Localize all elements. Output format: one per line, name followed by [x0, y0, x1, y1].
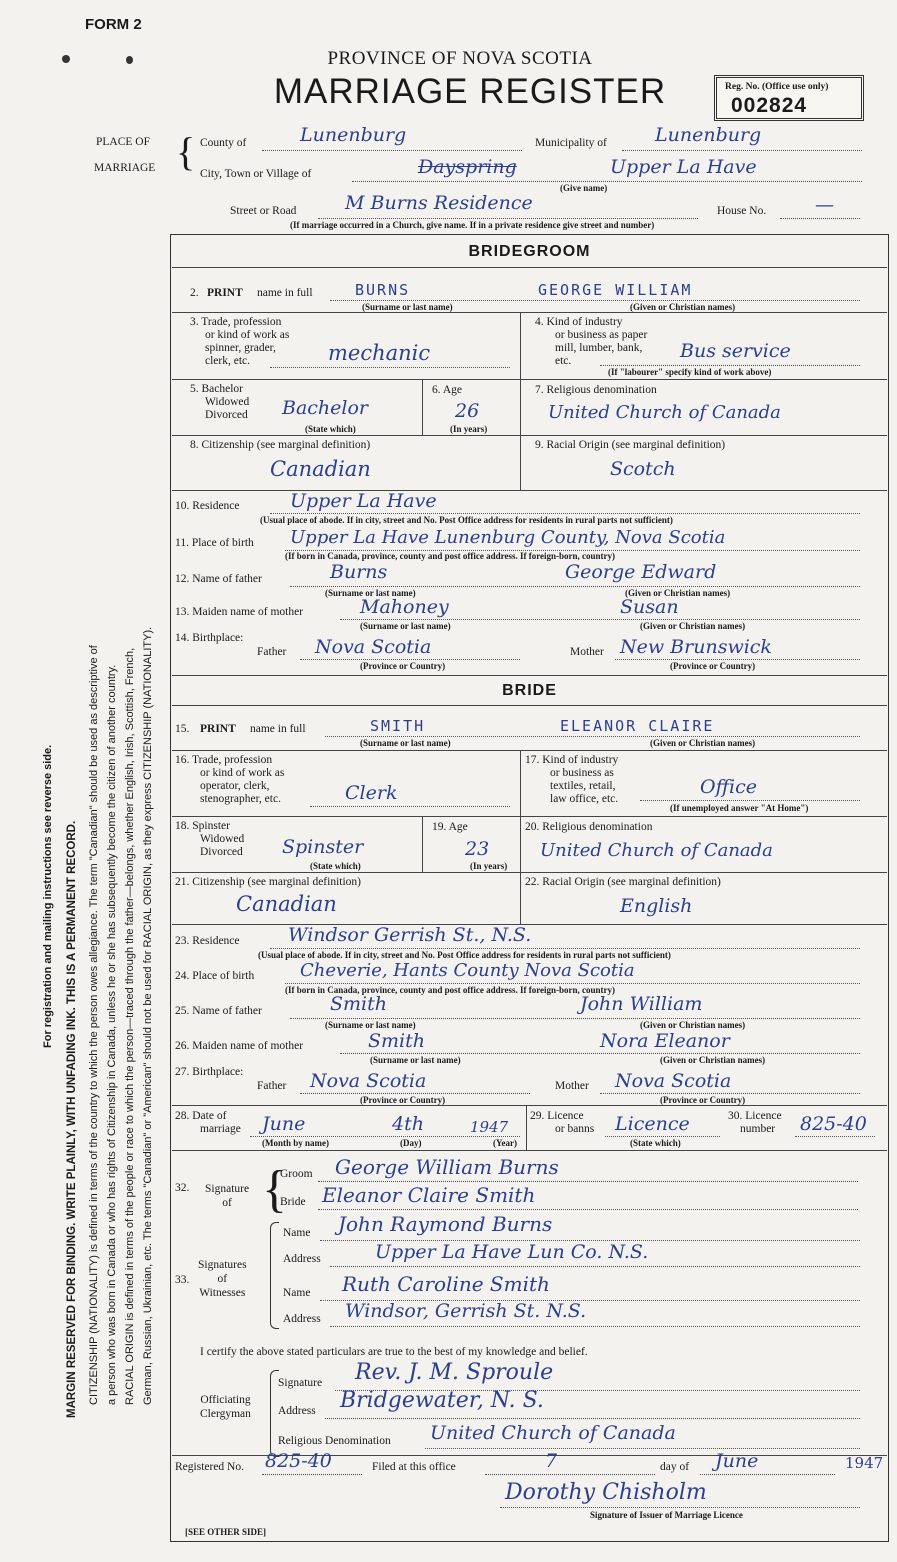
bride-industry-note: (If unemployed answer "At Home") [670, 803, 809, 813]
bride-racial-label: 22. Racial Origin (see marginal definition) [525, 876, 721, 888]
sig-label [205, 1182, 249, 1210]
label-line: 30. Licence [728, 1110, 782, 1122]
w2-name: Ruth Caroline Smith [342, 1272, 550, 1296]
groom-industry-note: (If "labourer" specify kind of work above) [608, 367, 772, 377]
state-note: (State which) [630, 1138, 681, 1148]
label-line: spinner, grader, [205, 342, 276, 354]
label-line: or business as [550, 767, 614, 779]
w1-name: John Raymond Burns [338, 1212, 553, 1236]
label-line: Signatures [198, 1259, 247, 1271]
give-name-note: (Give name) [560, 183, 608, 193]
label-line: textiles, retail, [550, 780, 616, 792]
label-line: Clergyman [200, 1408, 251, 1420]
bride-father-surname: Smith [330, 993, 387, 1015]
w2-name-label: Name [283, 1287, 311, 1299]
groom-signature: George William Burns [335, 1155, 559, 1179]
surname-note: (Surname or last name) [360, 621, 451, 631]
reg-no-box [714, 75, 864, 121]
house-value: — [815, 194, 834, 216]
groom-age-label: 6. Age [432, 384, 463, 396]
surname-note: (Surname or last name) [325, 588, 416, 598]
issuer-label: Signature of Issuer of Marriage Licence [590, 1510, 743, 1520]
bride-age-label: 19. Age [432, 821, 468, 833]
bride-sig-label: Bride [280, 1196, 306, 1208]
label-line: Widowed [200, 833, 245, 845]
groom-mother-surname: Mahoney [360, 596, 449, 618]
groom-mother-bp-value: New Brunswick [620, 636, 772, 658]
groom-name-num: 2. [190, 287, 199, 299]
given-note: (Given or Christian names) [625, 588, 731, 598]
marriage-year: 1947 [470, 1118, 509, 1136]
groom-status-label [190, 383, 249, 422]
groom-father-label: 12. Name of father [175, 573, 262, 585]
groom-name-print: PRINT [207, 287, 243, 299]
label-line: Officiating [200, 1394, 251, 1406]
label-line: or business as paper [555, 329, 648, 341]
date-label [175, 1110, 241, 1136]
bride-citizenship-value: Canadian [236, 892, 337, 916]
witness-brace [270, 1222, 279, 1329]
label-line: of [217, 1273, 228, 1285]
filed-month: June [715, 1450, 759, 1472]
clergy-address-label: Address [278, 1405, 316, 1417]
state-note: (State which) [310, 861, 361, 871]
province-note: (Province or Country) [360, 661, 446, 671]
document-title: MARRIAGE REGISTER [273, 72, 667, 111]
bride-father-given: John William [580, 993, 703, 1015]
margin-line-2: MARGIN RESERVED FOR BINDING. WRITE PLAINLY, WITH UNFADING INK. THIS IS A PERMANENT RECORD. [66, 820, 78, 1418]
margin-line-3: CITIZENSHIP (NATIONALITY) is defined in terms of the country to which the person owes allegiance. The term "Canadian" should be used as descriptive of [88, 645, 100, 1405]
bride-father-label: 25. Name of father [175, 1005, 262, 1017]
groom-religion-value: United Church of Canada [548, 402, 781, 423]
groom-given: GEORGE WILLIAM [538, 281, 693, 299]
given-note: (Given or Christian names) [660, 1055, 766, 1065]
w1-address-label: Address [283, 1253, 321, 1265]
groom-age-value: 26 [455, 400, 480, 422]
bride-mother-bp-value: Nova Scotia [615, 1070, 732, 1092]
bride-birthplace-label: 24. Place of birth [175, 970, 255, 982]
label-line: mill, lumber, bank, [555, 342, 643, 354]
bride-industry-value: Office [700, 776, 757, 798]
bride-birthplace-parents-label: 27. Birthplace: [175, 1066, 244, 1078]
year-note: (Year) [493, 1138, 517, 1148]
bride-given: ELEANOR CLAIRE [560, 717, 715, 735]
licence-no-value: 825-40 [800, 1113, 867, 1135]
groom-industry-label [535, 316, 647, 368]
groom-religion-label: 7. Religious denomination [535, 384, 657, 396]
groom-age-note: (In years) [450, 424, 488, 434]
bride-signature: Eleanor Claire Smith [322, 1183, 536, 1207]
groom-surname: BURNS [355, 281, 411, 299]
label-line: Divorced [205, 409, 248, 421]
label-line: or kind of work as [200, 767, 285, 779]
witness-num: 33. [175, 1274, 190, 1286]
label-line: Widowed [205, 396, 250, 408]
bride-name-num: 15. [175, 723, 190, 735]
county-label: County of [200, 137, 247, 149]
month-note: (Month by name) [262, 1138, 329, 1148]
clergy-label [200, 1393, 251, 1421]
groom-citizenship-value: Canadian [270, 457, 371, 481]
witness-label [198, 1258, 247, 1300]
licence-value: Licence [615, 1113, 690, 1135]
label-line: or kind of work as [205, 329, 290, 341]
label-line: clerk, etc. [205, 355, 251, 367]
bride-mother-label: 26. Maiden name of mother [175, 1040, 304, 1052]
city-value: Upper La Have [610, 156, 757, 178]
groom-surname-note: (Surname or last name) [362, 302, 453, 312]
bride-name-label: name in full [250, 723, 306, 735]
place-label-1: PLACE OF [96, 136, 150, 148]
licence-label [530, 1110, 594, 1136]
bride-mother-given: Nora Eleanor [600, 1030, 730, 1052]
clergy-signature: Rev. J. M. Sproule [355, 1360, 554, 1385]
groom-mother-label: 13. Maiden name of mother [175, 606, 304, 618]
residence-note: (Usual place of abode. If in city, street and No. Post Office address for residents in rural parts not sufficient) [258, 950, 671, 960]
groom-residence-note: (Usual place of abode. If in city, street and No. Post Office address for residents in rural parts not sufficient) [260, 515, 673, 525]
given-note: (Given or Christian names) [640, 1020, 746, 1030]
groom-industry-value: Bus service [680, 340, 791, 362]
street-note: (If marriage occurred in a Church, give name. If in a private residence give street and number) [290, 220, 655, 230]
groom-birthplace-label: 11. Place of birth [175, 537, 254, 549]
label-line: 29. Licence [530, 1110, 584, 1122]
age-note: (In years) [470, 861, 508, 871]
clergy-sig-label: Signature [278, 1377, 323, 1389]
reg-no-value: 002824 [731, 94, 808, 117]
issuer-signature: Dorothy Chisholm [505, 1480, 707, 1505]
margin-line-5: RACIAL ORIGIN is defined in terms of the people or race to which the person—traced through the father—belongs, whether English, Irish, Scottish, French, [124, 647, 136, 1405]
w2-address: Windsor, Gerrish St. N.S. [345, 1300, 587, 1322]
label-line: number [740, 1123, 776, 1135]
province-note: (Province or Country) [670, 661, 756, 671]
groom-residence-value: Upper La Have [290, 490, 437, 512]
bride-residence-value: Windsor Gerrish St., N.S. [288, 924, 532, 946]
margin-line-4: a person who was born in Canada or who has rights of Citizenship in Canada, unless he or she has subsequently become the citizen of another country. [106, 664, 118, 1405]
registered-label: Registered No. [175, 1461, 244, 1473]
ink-smudge [62, 55, 70, 63]
label-line: 5. Bachelor [190, 383, 244, 395]
bride-surname: SMITH [370, 717, 426, 735]
groom-father-bp-value: Nova Scotia [315, 636, 432, 658]
marriage-day: 4th [392, 1113, 424, 1135]
groom-name-label: name in full [257, 287, 313, 299]
see-other-side: [SEE OTHER SIDE] [185, 1527, 267, 1537]
marriage-month: June [262, 1113, 306, 1135]
bride-religion-value: United Church of Canada [540, 840, 773, 861]
bride-racial-value: English [620, 895, 693, 917]
label-line: etc. [555, 355, 572, 367]
bridegroom-heading: BRIDEGROOM [468, 243, 591, 260]
margin-line-6: German, Russian, Ukrainian, etc. The terms "Canadian" or "American" should not be used for RACIAL ORIGIN, as they express CITIZENSHIP (NATIONALITY). [142, 626, 154, 1405]
bride-birthplace-value: Cheverie, Hants County Nova Scotia [300, 960, 635, 981]
w1-name-label: Name [283, 1227, 311, 1239]
groom-given-note: (Given or Christian names) [630, 302, 736, 312]
bride-trade-value: Clerk [345, 782, 398, 804]
groom-status-value: Bachelor [282, 397, 369, 419]
registered-number: 825-40 [265, 1450, 332, 1472]
place-label-2: MARRIAGE [94, 162, 156, 174]
margin-line-1: For registration and mailing instructions see reverse side. [42, 744, 54, 1048]
given-note: (Given or Christian names) [640, 621, 746, 631]
form-number: FORM 2 [85, 16, 142, 33]
groom-citizenship-label: 8. Citizenship (see marginal definition) [190, 439, 371, 451]
groom-racial-label: 9. Racial Origin (see marginal definition) [535, 439, 726, 451]
groom-mother-bp-label: Mother [570, 646, 604, 658]
label-line: stenographer, etc. [200, 793, 281, 805]
street-value: M Burns Residence [345, 192, 533, 214]
day-note: (Day) [400, 1138, 422, 1148]
brace: { [176, 129, 196, 174]
groom-birthplace-parents-label: 14. Birthplace: [175, 632, 244, 644]
clergy-religion-label: Religious Denomination [278, 1435, 391, 1447]
label-line: 18. Spinster [175, 820, 230, 832]
bride-industry-label [525, 754, 618, 806]
groom-trade-value: mechanic [328, 341, 431, 365]
groom-residence-label: 10. Residence [175, 500, 240, 512]
groom-father-bp-label: Father [257, 646, 287, 658]
filed-label: Filed at this office [372, 1461, 456, 1473]
groom-trade-label [190, 316, 289, 368]
bride-father-bp-label: Father [257, 1080, 287, 1092]
bride-status-label [175, 820, 244, 859]
surname-note: (Surname or last name) [360, 738, 451, 748]
bride-citizenship-label: 21. Citizenship (see marginal definition) [175, 876, 361, 888]
groom-racial-value: Scotch [610, 458, 676, 480]
birth-note: (If born in Canada, province, county and post office address. If foreign-born, country) [285, 985, 616, 995]
city-struck-value: Dayspring [418, 156, 517, 178]
house-label: House No. [717, 205, 767, 217]
label-line: operator, clerk, [200, 780, 270, 792]
clergy-religion: United Church of Canada [430, 1422, 676, 1444]
clergy-address: Bridgewater, N. S. [340, 1388, 544, 1413]
groom-birthplace-value: Upper La Have Lunenburg County, Nova Scotia [290, 527, 726, 548]
licence-no-label [728, 1110, 782, 1136]
city-label: City, Town or Village of [200, 168, 312, 180]
label-line: 28. Date of [175, 1110, 227, 1122]
label-line: of [222, 1197, 232, 1209]
certify-statement: I certify the above stated particulars are true to the best of my knowledge and belief. [200, 1346, 588, 1358]
bride-status-value: Spinster [282, 836, 364, 858]
bride-age-value: 23 [465, 838, 490, 860]
filed-day: 7 [545, 1450, 558, 1472]
province-title: PROVINCE OF NOVA SCOTIA [327, 48, 593, 69]
groom-father-surname: Burns [330, 561, 388, 583]
label-line: marriage [200, 1123, 241, 1135]
street-label: Street or Road [230, 205, 297, 217]
given-note: (Given or Christian names) [650, 738, 756, 748]
label-line: 16. Trade, profession [175, 754, 273, 766]
label-line: 4. Kind of industry [535, 316, 623, 328]
ink-smudge [126, 56, 133, 64]
bride-mother-bp-label: Mother [555, 1080, 589, 1092]
bride-name-print: PRINT [200, 723, 236, 735]
bride-heading: BRIDE [502, 682, 557, 699]
bride-father-bp-value: Nova Scotia [310, 1070, 427, 1092]
groom-birth-note: (If born in Canada, province, county and post office address. If foreign-born, country) [285, 551, 616, 561]
bride-religion-label: 20. Religious denomination [525, 821, 653, 833]
label-line: or banns [555, 1123, 595, 1135]
filed-year: 1947 [845, 1454, 884, 1472]
bride-residence-label: 23. Residence [175, 935, 240, 947]
county-value: Lunenburg [300, 124, 407, 146]
surname-note: (Surname or last name) [325, 1020, 416, 1030]
groom-mother-given: Susan [620, 596, 679, 618]
groom-state-note: (State which) [305, 424, 356, 434]
reg-no-label: Reg. No. (Office use only) [725, 82, 829, 92]
w2-address-label: Address [283, 1313, 321, 1325]
label-line: law office, etc. [550, 793, 619, 805]
province-note: (Province or Country) [660, 1095, 746, 1105]
province-note: (Province or Country) [360, 1095, 446, 1105]
municipality-label: Municipality of [535, 137, 607, 149]
label-line: Divorced [200, 846, 243, 858]
sig-num: 32. [175, 1182, 190, 1194]
sig-brace: { [262, 1161, 287, 1218]
bride-mother-surname: Smith [368, 1030, 425, 1052]
w1-address: Upper La Have Lun Co. N.S. [375, 1241, 649, 1263]
day-of-label: day of [660, 1461, 690, 1473]
surname-note: (Surname or last name) [370, 1055, 461, 1065]
municipality-value: Lunenburg [655, 124, 762, 146]
label-line: Signature [205, 1183, 250, 1195]
label-line: 17. Kind of industry [525, 754, 619, 766]
groom-father-given: George Edward [565, 561, 717, 583]
bride-trade-label [175, 754, 284, 806]
label-line: Witnesses [199, 1287, 246, 1299]
label-line: 3. Trade, profession [190, 316, 282, 328]
groom-sig-label: Groom [280, 1168, 313, 1180]
